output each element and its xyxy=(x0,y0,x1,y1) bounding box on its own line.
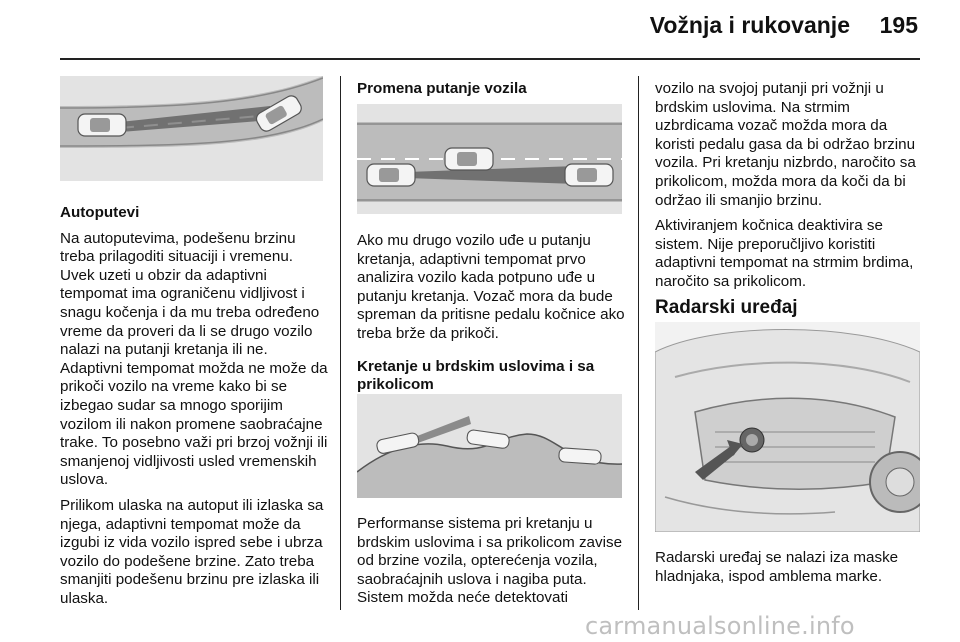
paragraph: Aktiviranjem kočnica deaktivira se sistem. Nije preporučljivo koristiti adaptivni tempomat na strmim brdima, naročito sa prikolicom. xyxy=(655,217,914,290)
highway-curve-figure xyxy=(60,76,323,181)
section-heading-highways: Autoputevi xyxy=(60,204,140,221)
column-2-text-a xyxy=(357,232,627,402)
section-heading-radar: Radarski uređaj xyxy=(655,296,798,318)
lane-change-figure xyxy=(357,104,622,214)
section-heading-lane-change: Promena putanje vozila xyxy=(357,80,527,97)
paragraph: vozilo na svojoj putanji pri vožnji u brdskim uslovima. Na strmim uzbrdicama vozač možda mora da koristi pedalu gasa da bi održao brzinu vozila. Pri kretanju nizbrdo, naročito sa prikolicom, možda mora da koči da bi održao ili smanjio brzinu. xyxy=(655,80,916,209)
column-3-text xyxy=(655,80,923,324)
radar-location-figure xyxy=(655,322,920,532)
page-number: 195 xyxy=(879,12,918,38)
column-divider-1 xyxy=(340,76,341,610)
column-2-heading-block xyxy=(357,80,627,106)
watermark: carmanualsonline.info xyxy=(585,612,855,640)
column-3-caption xyxy=(655,549,923,593)
paragraph: Ako mu drugo vozilo uđe u putanju kretanja, adaptivni tempomat prvo analizira vozilo kada potpuno uđe u putanju kretanja. Vozač mora da bude spreman da pritisne pedalu kočnice ako treba brže da prikoči. xyxy=(357,232,625,342)
paragraph: Na autoputevima, podešenu brzinu treba prilagoditi situaciji i vremenu. Uvek uzeti u obzir da adaptivni tempomat ima ograničenu vidljivost i snagu kočenja i da mu treba određeno vreme da proveri da li se drugo vozilo nalazi na putanji kretanja ili ne. Adaptivni tempomat možda ne može da prikoči vozilo na vreme kako bi se izbegao sudar sa mnogo sporijim vozilom ili nakon promene saobraćajne trake. To posebno važi pri brzoj vožnji ili smanjenoj vidljivosti usled vremenskih uslova. xyxy=(60,229,328,489)
column-2-text-b xyxy=(357,515,627,615)
hills-trailer-figure xyxy=(357,394,622,498)
column-1-text xyxy=(60,204,328,615)
header-rule xyxy=(60,58,920,60)
section-heading-hills-trailer: Kretanje u brdskim uslovima i sa prikolicom xyxy=(357,357,595,394)
paragraph: Radarski uređaj se nalazi iza maske hladnjaka, ispod amblema marke. xyxy=(655,549,899,585)
column-divider-2 xyxy=(638,76,639,610)
paragraph: Prilikom ulaska na autoput ili izlaska sa njega, adaptivni tempomat može da izgubi iz vida vozilo ispred sebe i ubrza vozilo do podešene brzine. Zato treba smanjiti podešenu brzinu pre izlaska ili ulaska. xyxy=(60,496,324,607)
paragraph: Performanse sistema pri kretanju u brdskim uslovima i sa prikolicom zavise od brzine vozila, opterećenja vozila, saobraćajnih uslova i nagiba puta. Sistem možda neće detektovati xyxy=(357,515,623,607)
running-header-title: Vožnja i rukovanje xyxy=(649,12,850,38)
